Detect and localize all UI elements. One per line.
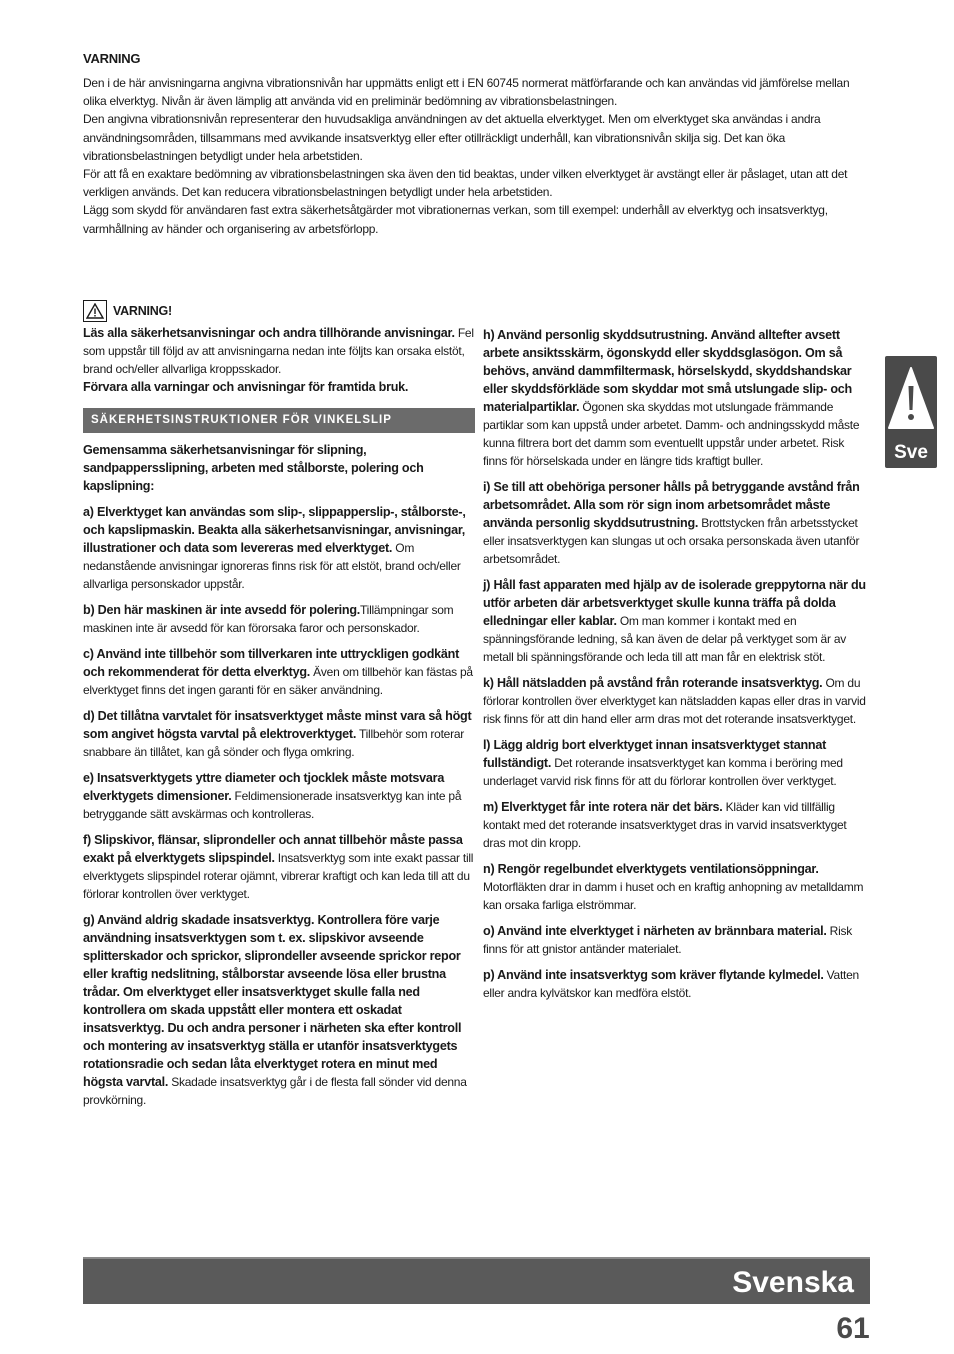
warning-triangle-icon	[83, 300, 107, 322]
general-warning-body: Fel som uppstår till följd av att anvisningarna nedan inte följts kan orsaka elstöt, brand och/eller allvarliga kroppsskador.	[83, 326, 474, 376]
safety-item: p) Använd inte insatsverktyg som kräver flytande kylmedel. Vatten eller andra kylvätskor kan medföra elstöt.	[483, 968, 859, 1000]
right-column	[483, 326, 871, 1010]
vibration-warning-block	[83, 50, 873, 238]
safety-item: k) Håll nätsladden på avstånd från roterande insatsverktyg. Om du förlorar kontrollen över elverktyget kan nätsladden kapas eller dras in varvid risk finns för att din hand eller arm dras mot det roterande insatsverktyget.	[483, 676, 866, 726]
footer-language-bar	[83, 1257, 870, 1304]
vibration-paragraph: Den i de här anvisningarna angivna vibrationsnivån har uppmätts enligt ett i EN 60745 normerat mätförfarande och kan användas vid jämförelse mellan olika elverktyg. Nivån är även lämplig att använda vid en preliminär bedömning av vibrationsbelastningen.	[83, 76, 850, 109]
vibration-paragraph: Lägg som skydd för användaren fast extra säkerhetsåtgärder mot vibrationernas verkan, som till exempel: underhåll av elverktyg och insatsverktyg, varmhållning av händer och organisering av arbetsförlopp.	[83, 203, 828, 236]
general-warning-heading	[83, 300, 475, 322]
safety-item: e) Insatsverktygets yttre diameter och tjocklek måste motsvara elverktygets dimensioner. Feldimensionerade insatsverktyg kan inte på betryggande sätt avskärmas och kontrolleras.	[83, 771, 462, 821]
safety-item: f) Slipskivor, flänsar, sliprondeller och annat tillbehör måste passa exakt på elverktygets slipspindel. Insatsverktyg som inte exakt passar till elverktygets slipspindel roterar ojämnt, vibrerar kraftigt och kan leda till att du förlorar kontrollen över verktyget.	[83, 833, 474, 901]
page-number: 61	[836, 1312, 870, 1345]
safety-item: h) Använd personlig skyddsutrustning. Använd alltefter avsett arbete ansiktsskärm, ögonskydd eller skyddsglasögon. Om så behövs, använd dammfiltermask, hörselskydd, skyddshandskar eller skyddsförkläde som skyddar mot små utslungade slip- och materialpartiklar. Ögonen ska skyddas mot utslungade främmande partiklar som kan uppstå under arbetet. Damm- och andningsskydd måste kunna filtrera bort det damm som eventuellt uppstår under arbetet. Risk finns för hörselskada under en längre tids kraftigt buller.	[483, 328, 860, 468]
warning-icon	[885, 360, 937, 440]
safety-item: b) Den här maskinen är inte avsedd för polering.Tillämpningar som maskinen inte är avsedd för kan förorsaka faror och personskador.	[83, 603, 454, 635]
safety-item: d) Det tillåtna varvtalet för insatsverktyget måste minst vara så högt som angivet högsta varvtal på elektroverktyget. Tillbehör som roterar snabbare än tillåtet, kan gå sönder och flyga omkring.	[83, 709, 472, 759]
safety-item: j) Håll fast apparaten med hjälp av de isolerade greppytorna när du utför arbeten där arbetsverktyget skulle kunna träffa på dolda elledningar eller kablar. Om man kommer i kontakt med en spänningsförande ledning, så kan även de delar på verktyget som är av metall bli spänningsförande och leda till att man får en elektrisk stöt.	[483, 578, 866, 664]
safety-item: m) Elverktyget får inte rotera när det bärs. Kläder kan vid tillfällig kontakt med det roterande insatsverktyget dras in varvid insatsverktyget dras mot din kropp.	[483, 800, 847, 850]
general-warning-keep: Förvara alla varningar och anvisningar för framtida bruk.	[83, 380, 409, 394]
language-side-tab	[885, 356, 937, 468]
general-warning-bold: Läs alla säkerhetsanvisningar och andra tillhörande anvisningar.	[83, 326, 455, 340]
section-heading-bar: SÄKERHETSINSTRUKTIONER FÖR VINKELSLIP	[83, 408, 475, 433]
section-intro: Gemensamma säkerhetsanvisningar för slipning, sandpappersslipning, arbeten med stålborste, polering och kapslipning:	[83, 443, 424, 493]
language-tab-label: Sve	[894, 442, 928, 463]
vibration-paragraph: Den angivna vibrationsnivån representerar den huvudsakliga användningen av det aktuella elverktyget. Men om elverktyget ska användas i andra användningsområden, tillsammans med avvikande insatsverktyg eller efter otillräckligt underhåll, kan vibrationsnivån skilja sig. Det kan öka vibrationsbelastningen betydligt under hela arbetstiden.	[83, 112, 821, 163]
general-warning-label: VARNING!	[113, 304, 172, 318]
general-warning-text	[83, 324, 475, 396]
safety-item: n) Rengör regelbundet elverktygets ventilationsöppningar. Motorfläkten drar in damm i huset och en kraftig anhopning av metalldamm kan orsaka farliga elströmmar.	[483, 862, 864, 912]
safety-item: a) Elverktyget kan användas som slip-, slippapperslip-, stålborste-, och kapslipmaskin. Beakta alla säkerhetsanvisningar, anvisningar, illustrationer och data som levereras med elverktyget. Om nedanstående anvisningar ignoreras finns risk för att elstöt, brand och/eller allvarliga personskador uppstår.	[83, 505, 466, 591]
safety-item: i) Se till att obehöriga personer hålls på betryggande avstånd från arbetsområdet. Alla som rör sign inom arbetsområdet måste använda personlig skyddsutrustning. Brottstycken från arbetsstycket eller insatsverktygen kan slungas ut och orsaka personskada även utanför arbetsområdet.	[483, 480, 860, 566]
vibration-paragraph: För att få en exaktare bedömning av vibrationsbelastningen ska även den tid beaktas, under vilken elverktyget är avstängt eller är påslaget, utan att det verkligen används. Det kan reducera vibrationsbelastningen betydligt under hela arbetstiden.	[83, 167, 848, 200]
safety-item: l) Lägg aldrig bort elverktyget innan insatsverktyget stannat fullständigt. Det roterande insatsverktyget kan komma i beröring med underlaget varvid risk finns för att du förlorar kontrollen över verktyget.	[483, 738, 843, 788]
safety-item: o) Använd inte elverktyget i närheten av brännbara material. Risk finns för att gnistor antänder materialet.	[483, 924, 852, 956]
footer-language: Svenska	[732, 1266, 854, 1299]
vibration-warning-title: VARNING	[83, 51, 141, 66]
safety-item: c) Använd inte tillbehör som tillverkaren inte uttryckligen godkänt och rekommenderat för detta elverktyg. Även om tillbehör kan fästas på elverktyget finns det ingen garanti för en säker användning.	[83, 647, 473, 697]
safety-item: g) Använd aldrig skadade insatsverktyg. Kontrollera före varje användning insatsverktygen som t. ex. slipskivor avseende splitterskador och sprickor, sliprondeller avseende sprickor repor eller kraftig nedslitning, stålborstar avseende lösa eller brustna trådar. Om elverktyget eller insatsverktyget skulle falla ned kontrollera om skada uppstått eller montera ett oskadat insatsverktyg. Du och andra personer i närheten ska efter kontroll och montering av insatsverktyg ställa er utanför insatsverktygets rotationsradie och sedan låta elverktyget rotera en minut med högsta varvtal. Skadade insatsverktyg går i de flesta fall sönder vid denna provkörning.	[83, 913, 467, 1107]
left-column	[83, 300, 475, 1117]
